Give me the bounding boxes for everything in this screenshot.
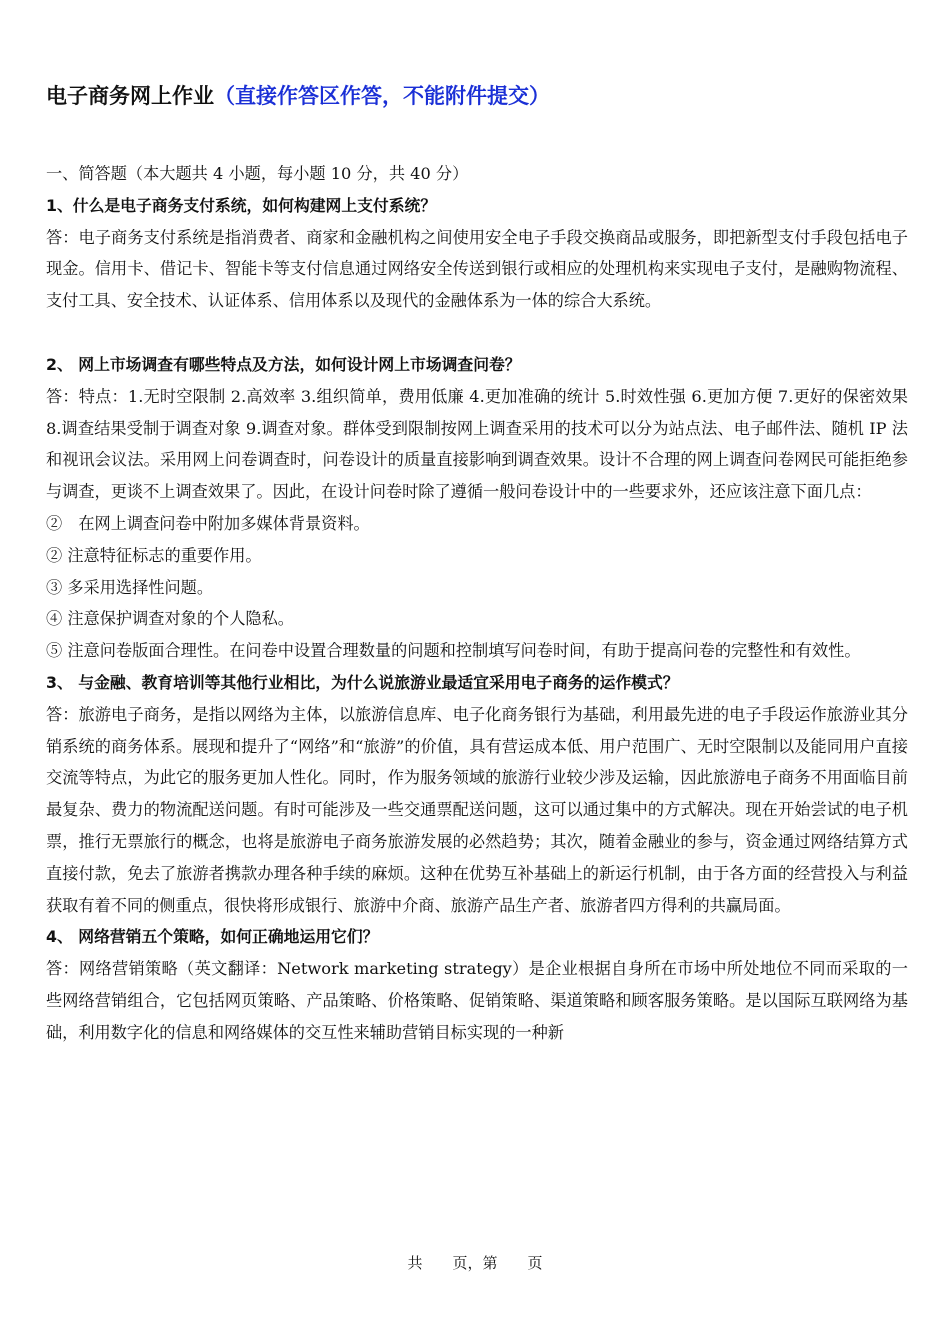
- answer-2-item-1: ② 在网上调查问卷中附加多媒体背景资料。: [46, 513, 370, 533]
- title-note: （直接作答区作答，不能附件提交）: [214, 84, 550, 108]
- question-1: 1、什么是电子商务支付系统，如何构建网上支付系统？: [46, 195, 437, 215]
- answer-1: 答：电子商务支付系统是指消费者、商家和金融机构之间使用安全电子手段交换商品或服务，即把新型支付手段包括电子现金。信用卡、借记卡、智能卡等支付信息通过网络安全传送到银行或相应的处理机构来实现电子支付，是融购物流程、支付工具、安全技术、认证体系、信用体系以及现代的金融体系为一体的综合大系统。: [46, 227, 908, 311]
- answer-2-item-4: ④ 注意保护调查对象的个人隐私。: [46, 609, 294, 629]
- question-2: 2、 网上市场调查有哪些特点及方法，如何设计网上市场调查问卷？: [46, 354, 521, 374]
- answer-3: 答：旅游电子商务，是指以网络为主体，以旅游信息库、电子化商务银行为基础，利用最先进的电子手段运作旅游业其分销系统的商务体系。展现和提升了“网络”和“旅游”的价值，具有营运成本低、用户范围广、无时空限制以及能同用户直接交流等特点，为此它的服务更加人性化。同时，作为服务领域的旅游行业较少涉及运输，因此旅游电子商务不用面临目前最复杂、费力的物流配送问题。有时可能涉及一些交通票配送问题，这可以通过集中的方式解决。现在开始尝试的电子机票，推行无票旅行的概念，也将是旅游电子商务旅游发展的必然趋势；其次，随着金融业的参与，资金通过网络结算方式直接付款，免去了旅游者携款办理各种手续的麻烦。这种在优势互补基础上的新运行机制，由于各方面的经营投入与利益获取有着不同的侧重点，很快将形成银行、旅游中介商、旅游产品生产者、旅游者四方得利的共赢局面。: [46, 704, 908, 915]
- page-footer: 共 页，第 页: [407, 1254, 543, 1272]
- question-4: 4、 网络营销五个策略，如何正确地运用它们？: [46, 927, 379, 947]
- answer-2-item-3: ③ 多采用选择性问题。: [46, 577, 214, 597]
- title-main: 电子商务网上作业: [46, 84, 214, 108]
- document-title: [46, 80, 550, 110]
- question-3: 3、 与金融、教育培训等其他行业相比，为什么说旅游业最适宜采用电子商务的运作模式？: [46, 672, 679, 692]
- section-header: 一、简答题（本大题共 4 小题，每小题 10 分，共 40 分）: [46, 164, 469, 183]
- answer-2: 答：特点：1.无时空限制 2.高效率 3.组织简单，费用低廉 4.更加准确的统计 5.时效性强 6.更加方便 7.更好的保密效果 8.调查结果受制于调查对象 9.调查对象。群体受到限制按网上调查采用的技术可以分为站点法、电子邮件法、随机 IP 法和视讯会议法。采用网上问卷调查时，问卷设计的质量直接影响到调查效果。设计不合理的网上调查问卷网民可能拒绝参与调查，更谈不上调查效果了。因此，在设计问卷时除了遵循一般问卷设计中的一些要求外，还应该注意下面几点：: [46, 386, 908, 502]
- answer-2-item-2: ② 注意特征标志的重要作用。: [46, 545, 262, 565]
- answer-4: 答：网络营销策略（英文翻译：Network marketing strategy）是企业根据自身所在市场中所处地位不同而采取的一些网络营销组合，它包括网页策略、产品策略、价格策略、促销策略、渠道策略和顾客服务策略。是以国际互联网络为基础，利用数字化的信息和网络媒体的交互性来辅助营销目标实现的一种新: [46, 959, 908, 1042]
- answer-2-item-5: ⑤ 注意问卷版面合理性。在问卷中设置合理数量的问题和控制填写问卷时间，有助于提高问卷的完整性和有效性。: [46, 641, 861, 661]
- spacer: [46, 317, 908, 349]
- document-body: [46, 158, 908, 1049]
